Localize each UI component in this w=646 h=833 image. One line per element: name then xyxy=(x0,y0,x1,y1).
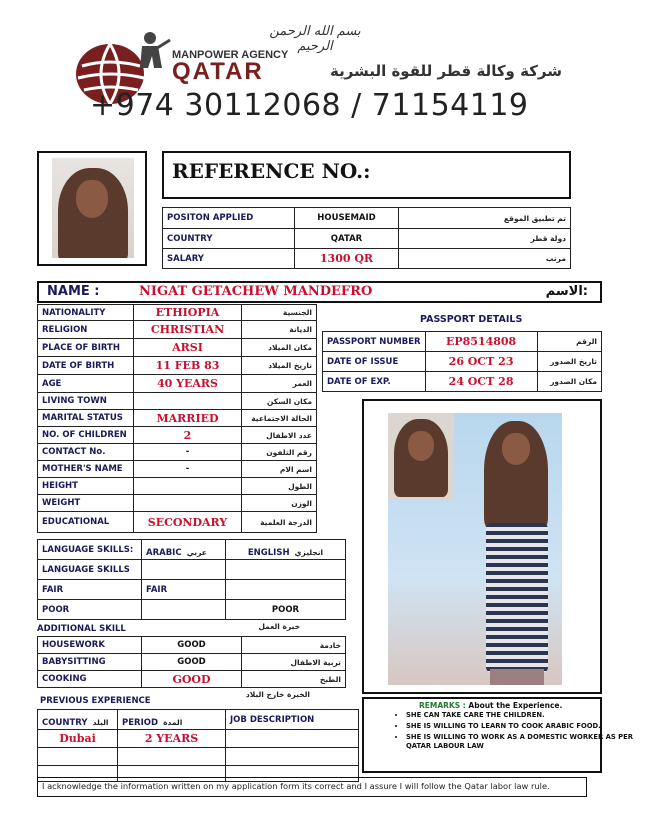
remark-item: • SHE CAN TAKE CARE THE CHILDREN. xyxy=(406,711,636,720)
weight-label: WEIGHT xyxy=(38,495,134,512)
weight-value xyxy=(134,495,242,512)
header-calligraphy: بسم الله الرحمن الرحيم xyxy=(269,24,361,54)
educational-label-ar: الدرجة العلمية xyxy=(242,512,317,533)
mothers-name-label: MOTHER'S NAME xyxy=(38,461,134,478)
remarks-title: REMARKS : xyxy=(419,701,466,710)
personal-row-no-of-children xyxy=(38,427,317,444)
acknowledgement-text: I acknowledge the information written on my application form its correct and I assure I will follow the Qatar labor law rule. xyxy=(42,781,550,791)
acknowledgement-box xyxy=(37,777,587,797)
additional-skill-table xyxy=(37,636,346,688)
personal-row-height xyxy=(38,478,317,495)
poor-label: POOR xyxy=(38,600,142,620)
experience-table xyxy=(37,709,359,782)
personal-row-place-of-birth xyxy=(38,339,317,357)
period-col-header xyxy=(118,710,226,730)
living-town-value xyxy=(134,393,242,410)
nationality-label: NATIONALITY xyxy=(38,305,134,321)
babysitting-label-ar: تربية الاطفال xyxy=(242,654,346,671)
issue-date-label: DATE OF ISSUE xyxy=(323,352,426,372)
housework-label-ar: خادمة xyxy=(242,637,346,654)
full-photo-frame xyxy=(362,399,602,694)
country-label: COUNTRY xyxy=(163,229,295,249)
height-value xyxy=(134,478,242,495)
additional-skill-title-ar: خبرة العمل xyxy=(258,622,300,631)
portrait-photo xyxy=(52,158,134,258)
arabic-label: ARABIC xyxy=(146,548,182,558)
salary-value: 1300 QR xyxy=(295,249,399,269)
personal-row-contact-no xyxy=(38,444,317,461)
reference-box xyxy=(162,151,571,199)
personal-row-weight xyxy=(38,495,317,512)
issue-date-label-ar: تاريخ الصدور xyxy=(537,352,601,372)
remarks-heading xyxy=(419,701,562,710)
name-label: NAME : xyxy=(47,284,100,299)
phone-number: +974 30112068 / 71154119 xyxy=(90,88,529,123)
country-col-label-ar: البلد xyxy=(92,718,109,727)
arabic-col-header xyxy=(142,540,226,560)
remarks-subtitle: About the Experience. xyxy=(468,701,563,710)
date-of-birth-label: DATE OF BIRTH xyxy=(38,357,134,375)
remark-item: • SHE IS WILLING TO WORK AS A DOMESTIC WORKER AS PER QATAR LABOUR LAW xyxy=(406,733,636,751)
agency-name-arabic: شركة وكالة قطر للقوة البشرية xyxy=(330,62,562,80)
arabic-label-ar: عربي xyxy=(186,548,207,557)
date-of-birth-label-ar: تاريخ الميلاد xyxy=(242,357,317,375)
passport-number-label: PASSPORT NUMBER xyxy=(323,332,426,352)
educational-label: EDUCATIONAL xyxy=(38,512,134,533)
experience-country: Dubai xyxy=(38,730,118,748)
country-label-ar: دولة قطر xyxy=(399,229,571,249)
personal-row-living-town xyxy=(38,393,317,410)
living-town-label: LIVING TOWN xyxy=(38,393,134,410)
personal-details-table xyxy=(37,304,317,533)
personal-row-date-of-birth xyxy=(38,357,317,375)
cooking-label: COOKING xyxy=(38,671,142,688)
country-col-label: COUNTRY xyxy=(42,718,88,728)
job-description-col-header: JOB DESCRIPTION xyxy=(226,710,359,730)
previous-experience-title: PREVIOUS EXPERIENCE xyxy=(40,696,151,706)
cooking-label-ar: الطبخ xyxy=(242,671,346,688)
no-of-children-label-ar: عدد الاطفال xyxy=(242,427,317,444)
position-value: HOUSEMAID xyxy=(295,208,399,229)
expiry-date-label-ar: مكان الصدور xyxy=(537,372,601,392)
nationality-label-ar: الجنسية xyxy=(242,305,317,321)
personal-row-nationality xyxy=(38,305,317,321)
height-label: HEIGHT xyxy=(38,478,134,495)
passport-number-label-ar: الرقم xyxy=(537,332,601,352)
language-skills-row: LANGUAGE SKILLS xyxy=(38,560,142,580)
living-town-label-ar: مكان السكن xyxy=(242,393,317,410)
expiry-date-value: 24 OCT 28 xyxy=(425,372,537,392)
religion-label-ar: الديانة xyxy=(242,321,317,339)
additional-skill-title: ADDITIONAL SKILL xyxy=(37,624,126,634)
no-of-children-label: NO. OF CHILDREN xyxy=(38,427,134,444)
remarks-box xyxy=(362,697,633,773)
weight-label-ar: الوزن xyxy=(242,495,317,512)
contact-no-label-ar: رقم التلفون xyxy=(242,444,317,461)
personal-row-educational xyxy=(38,512,317,533)
remark-item: • SHE IS WILLING TO LEARN TO COOK ARABIC FOOD. xyxy=(406,722,636,731)
issue-date-value: 26 OCT 23 xyxy=(425,352,537,372)
previous-experience-title-ar: الخبرة خارج البلاد xyxy=(245,690,310,699)
nationality-value: ETHIOPIA xyxy=(134,305,242,321)
personal-row-age xyxy=(38,375,317,393)
position-table xyxy=(162,207,571,269)
agency-name-big: QATAR xyxy=(172,58,264,85)
name-label-ar: الاسم: xyxy=(545,284,588,299)
period-col-label: PERIOD xyxy=(122,718,159,728)
name-bar xyxy=(37,281,602,303)
no-of-children-value: 2 xyxy=(134,427,242,444)
cooking-value: GOOD xyxy=(142,671,242,688)
marital-status-value: MARRIED xyxy=(134,410,242,427)
personal-row-marital-status xyxy=(38,410,317,427)
religion-label: RELIGION xyxy=(38,321,134,339)
passport-table xyxy=(322,331,602,392)
mothers-name-label-ar: اسم الام xyxy=(242,461,317,478)
position-label: POSITON APPLIED xyxy=(163,208,295,229)
language-header: LANGUAGE SKILLS: xyxy=(38,540,142,560)
age-value: 40 YEARS xyxy=(134,375,242,393)
english-level: POOR xyxy=(226,600,346,620)
age-label-ar: العمر xyxy=(242,375,317,393)
passport-title: PASSPORT DETAILS xyxy=(420,314,523,325)
english-col-header xyxy=(226,540,346,560)
date-of-birth-value: 11 FEB 83 xyxy=(134,357,242,375)
marital-status-label: MARITAL STATUS xyxy=(38,410,134,427)
country-value: QATAR xyxy=(295,229,399,249)
applicant-name: NIGAT GETACHEW MANDEFRO xyxy=(139,284,373,299)
housework-label: HOUSEWORK xyxy=(38,637,142,654)
place-of-birth-label: PLACE OF BIRTH xyxy=(38,339,134,357)
educational-value: SECONDARY xyxy=(134,512,242,533)
portrait-photo-frame xyxy=(37,151,147,266)
age-label: AGE xyxy=(38,375,134,393)
reference-title: REFERENCE NO.: xyxy=(172,159,371,183)
mothers-name-value: - xyxy=(134,461,242,478)
country-col-header xyxy=(38,710,118,730)
contact-no-label: CONTACT No. xyxy=(38,444,134,461)
place-of-birth-value: ARSI xyxy=(134,339,242,357)
salary-label-ar: مرتب xyxy=(399,249,571,269)
position-label-ar: تم تطبيق الموقع xyxy=(399,208,571,229)
marital-status-label-ar: الحالة الاجتماعية xyxy=(242,410,317,427)
salary-label: SALARY xyxy=(163,249,295,269)
expiry-date-label: DATE OF EXP. xyxy=(323,372,426,392)
babysitting-label: BABYSITTING xyxy=(38,654,142,671)
religion-value: CHRISTIAN xyxy=(134,321,242,339)
arabic-level: FAIR xyxy=(142,580,226,600)
fair-label: FAIR xyxy=(38,580,142,600)
remarks-list xyxy=(364,711,636,751)
height-label-ar: الطول xyxy=(242,478,317,495)
period-col-label-ar: المدة xyxy=(163,718,183,727)
agency-name-small: MANPOWER AGENCY xyxy=(172,49,289,61)
passport-number-value: EP8514808 xyxy=(425,332,537,352)
personal-row-mothers-name xyxy=(38,461,317,478)
babysitting-value: GOOD xyxy=(142,654,242,671)
housework-value: GOOD xyxy=(142,637,242,654)
experience-period: 2 YEARS xyxy=(118,730,226,748)
english-label: ENGLISH xyxy=(247,548,290,558)
place-of-birth-label-ar: مكان الميلاد xyxy=(242,339,317,357)
personal-row-religion xyxy=(38,321,317,339)
contact-no-value: - xyxy=(134,444,242,461)
full-body-photo xyxy=(388,413,562,685)
english-label-ar: انجليزي xyxy=(294,548,324,557)
language-table xyxy=(37,539,346,620)
